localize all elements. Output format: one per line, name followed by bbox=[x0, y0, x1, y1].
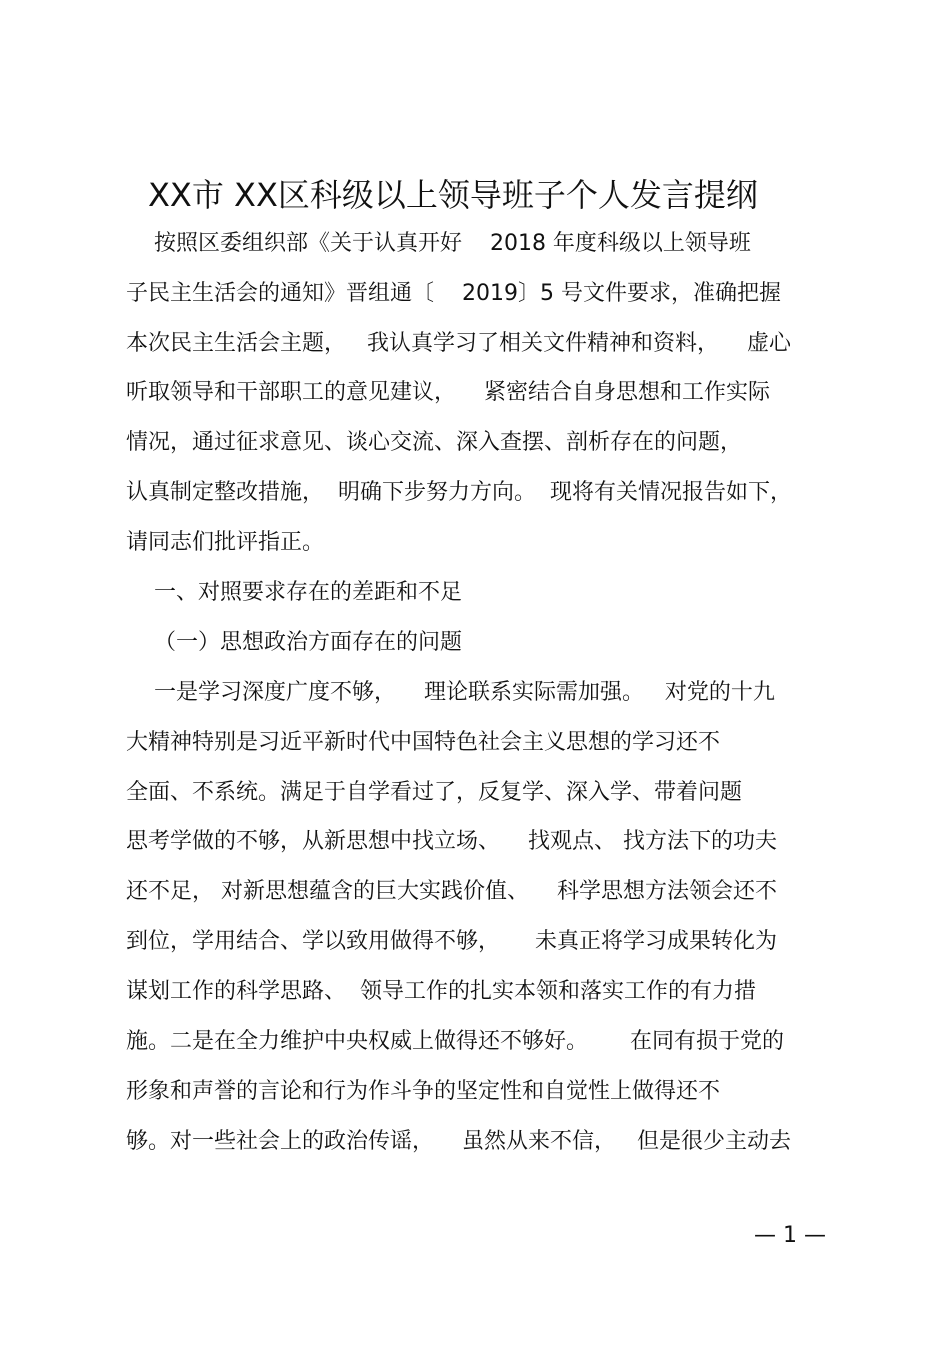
body-line: 请同志们批评指正。 bbox=[126, 530, 325, 555]
body-line: 听取领导和干部职工的意见建议， 紧密结合自身思想和工作实际 bbox=[126, 380, 770, 405]
body-line: 情况，通过征求意见、谈心交流、深入查摆、剖析存在的问题， bbox=[126, 430, 743, 455]
body-line: 到位，学用结合、学以致用做得不够， 未真正将学习成果转化为 bbox=[126, 929, 777, 954]
body-line: 形象和声誉的言论和行为作斗争的坚定性和自觉性上做得还不 bbox=[126, 1079, 721, 1104]
body-line: 大精神特别是习近平新时代中国特色社会主义思想的学习还不 bbox=[126, 730, 721, 755]
body-line: 按照区委组织部《关于认真开好 2018 年度科级以上领导班 bbox=[126, 231, 751, 256]
body-line: 够。对一些社会上的政治传谣， 虽然从来不信， 但是很少主动去 bbox=[126, 1129, 791, 1154]
body-line: 施。二是在全力维护中央权威上做得还不够好。 在同有损于党的 bbox=[126, 1029, 784, 1054]
body-line: 一是学习深度广度不够， 理论联系实际需加强。 对党的十九 bbox=[126, 680, 775, 705]
subsection-heading: （一）思想政治方面存在的问题 bbox=[126, 630, 462, 655]
body-line: 谋划工作的科学思路、 领导工作的扎实本领和落实工作的有力措 bbox=[126, 979, 756, 1004]
body-line: 思考学做的不够，从新思想中找立场、 找观点、 找方法下的功夫 bbox=[126, 829, 777, 854]
section-heading: 一、对照要求存在的差距和不足 bbox=[126, 580, 462, 605]
body-line: 子民主生活会的通知》晋组通〔 2019〕5 号文件要求，准确把握 bbox=[126, 281, 781, 306]
page-number: — 1 — bbox=[754, 1223, 826, 1248]
body-line: 认真制定整改措施， 明确下步努力方向。 现将有关情况报告如下， bbox=[126, 480, 792, 505]
body-line: 全面、不系统。满足于自学看过了，反复学、深入学、带着问题 bbox=[126, 780, 743, 805]
body-line: 还不足， 对新思想蕴含的巨大实践价值、 科学思想方法领会还不 bbox=[126, 879, 777, 904]
document-title: XX市 XX区科级以上领导班子个人发言提纲 bbox=[148, 176, 758, 214]
body-line: 本次民主生活会主题， 我认真学习了相关文件精神和资料， 虚心 bbox=[126, 331, 791, 356]
